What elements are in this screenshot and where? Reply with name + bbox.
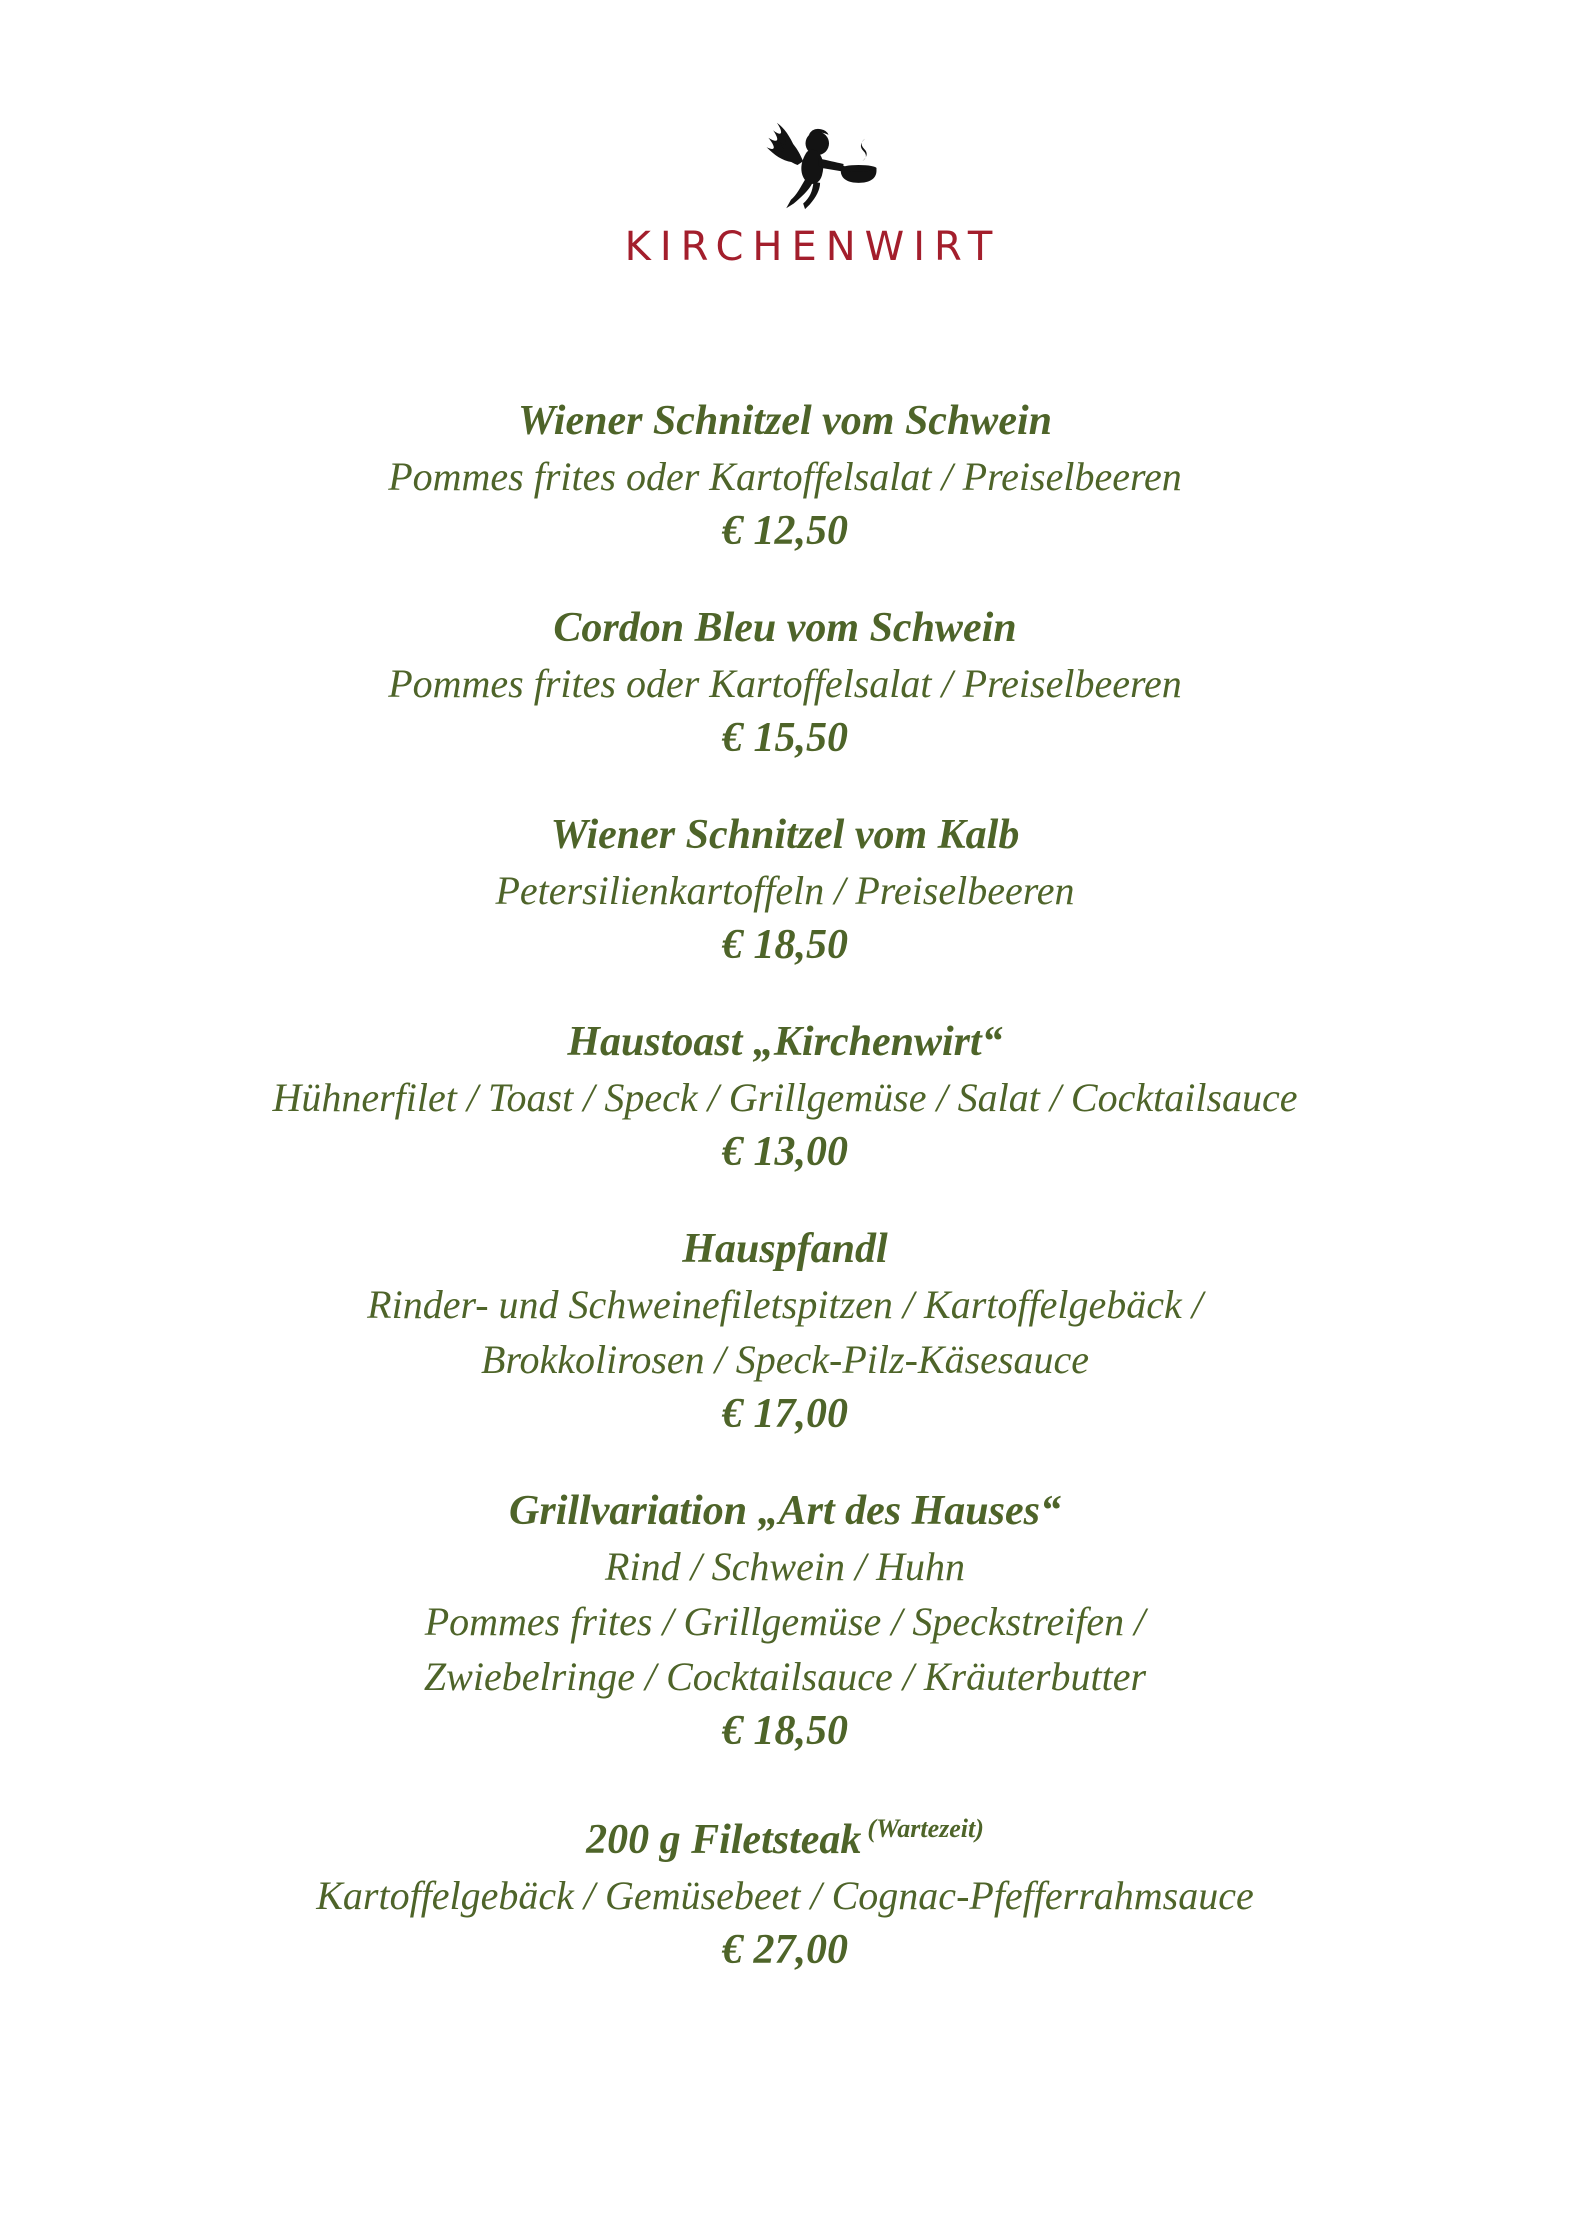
dish-price: € 18,50 [722, 922, 848, 968]
menu-item [0, 1222, 1570, 1442]
dish-title-text: 200 g Filetsteak [586, 1817, 862, 1863]
dish-title-superscript: (Wartezeit) [867, 1814, 984, 1843]
dish-title [0, 808, 1570, 863]
dish-title [0, 1484, 1570, 1539]
dish-title [0, 1801, 1570, 1868]
restaurant-name: KIRCHENWIRT [624, 224, 1002, 270]
dish-description-line: Pommes frites oder Kartoffelsalat / Preiselbeeren [388, 661, 1182, 706]
menu-item [0, 808, 1570, 973]
dish-description-line: Hühnerfilet / Toast / Speck / Grillgemüse / Salat / Cocktailsauce [272, 1075, 1298, 1120]
dish-price: € 12,50 [722, 508, 848, 554]
dish-price: € 18,50 [722, 1708, 848, 1754]
dish-description-line: Kartoffelgebäck / Gemüsebeet / Cognac-Pfefferrahmsauce [316, 1873, 1254, 1918]
restaurant-logo [28, 0, 1570, 269]
dish-price: € 13,00 [722, 1129, 848, 1175]
angel-with-frying-pan-icon [743, 199, 884, 216]
dish-description-line: Brokkolirosen / Speck-Pilz-Käsesauce [481, 1337, 1089, 1382]
menu-list [0, 394, 1570, 1978]
dish-description-line: Zwiebelringe / Cocktailsauce / Kräuterbutter [423, 1654, 1147, 1699]
dish-title-text: Cordon Bleu vom Schwein [553, 605, 1017, 651]
dish-title [0, 1015, 1570, 1070]
menu-item [0, 1015, 1570, 1180]
dish-description-line: Petersilienkartoffeln / Preiselbeeren [495, 868, 1075, 913]
dish-title [0, 601, 1570, 656]
dish-title-text: Wiener Schnitzel vom Kalb [550, 812, 1020, 858]
dish-title-text: Grillvariation „Art des Hauses“ [509, 1488, 1061, 1534]
dish-title [0, 1222, 1570, 1277]
dish-price: € 15,50 [722, 715, 848, 761]
dish-price: € 17,00 [722, 1391, 848, 1437]
menu-item [0, 1801, 1570, 1978]
menu-item [0, 394, 1570, 559]
dish-description-line: Rinder- und Schweinefiletspitzen / Kartoffelgebäck / [367, 1282, 1203, 1327]
dish-description-line: Pommes frites / Grillgemüse / Speckstreifen / [424, 1599, 1146, 1644]
dish-description-line: Pommes frites oder Kartoffelsalat / Preiselbeeren [388, 454, 1182, 499]
dish-price: € 27,00 [722, 1927, 848, 1973]
menu-item [0, 601, 1570, 766]
dish-description-line: Rind / Schwein / Huhn [605, 1544, 965, 1589]
dish-title-text: Hauspfandl [682, 1226, 888, 1272]
dish-title [0, 394, 1570, 449]
menu-item [0, 1484, 1570, 1759]
dish-title-text: Haustoast „Kirchenwirt“ [567, 1019, 1003, 1065]
dish-title-text: Wiener Schnitzel vom Schwein [517, 398, 1052, 444]
